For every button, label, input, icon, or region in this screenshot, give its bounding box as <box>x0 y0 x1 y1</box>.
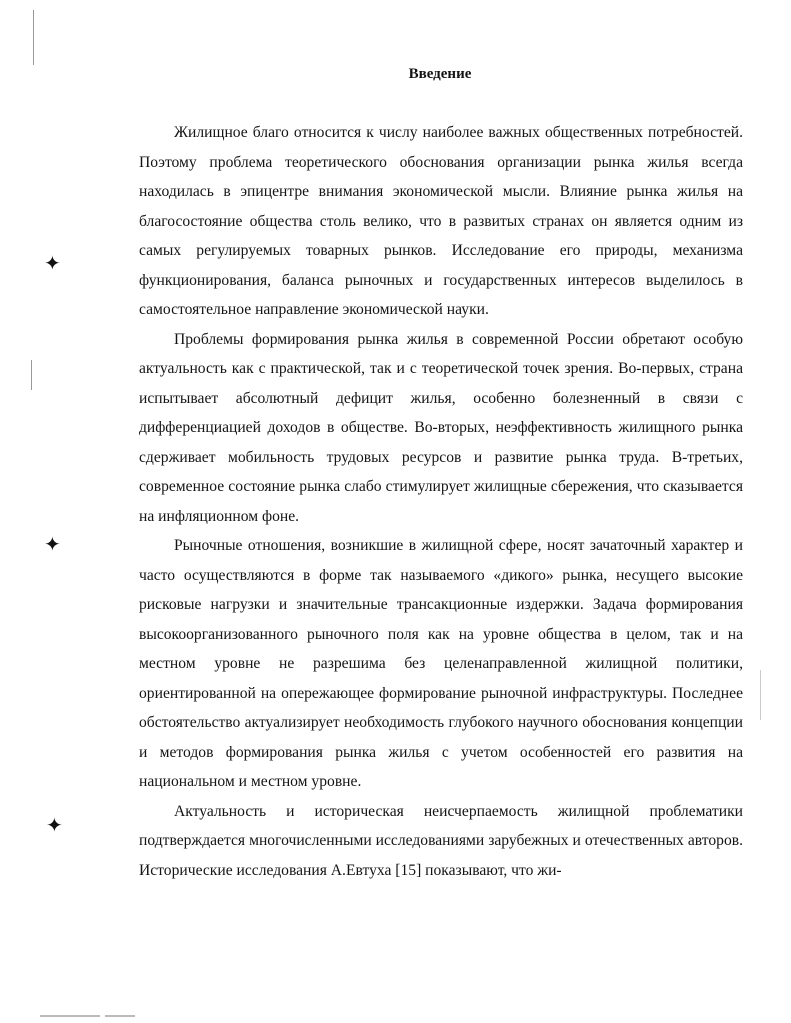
scan-edge-line-right <box>760 670 761 720</box>
paragraph-4: Актуальность и историческая неисчерпаемость жилищной проблематики подтверждается многочисленными исследованиями зарубежных и отечественных авторов. Исторические исследования А.Евтуха [15] показывают, что жи- <box>139 802 743 879</box>
page-title: Введение <box>408 66 472 82</box>
scan-edge-line-left <box>33 10 34 65</box>
paragraph-3: Рыночные отношения, возникшие в жилищной сфере, носят зачаточный характер и часто осуществляются в форме так называемого «дикого» рынка, несущего высокие рисковые нагрузки и значительные трансакционные издержки. Задача формирования высокоорганизованного рыночного поля как на уровне общества в целом, так и на местном уровне не разрешима без целенаправленной жилищной политики, ориентированной на опережающее формирование рыночной инфраструктуры. Последнее обстоятельство актуализирует необходимость глубокого научного обоснования концепции и методов формирования рынка жилья с учетом особенностей его развития на национальном и местном уровне. <box>139 537 743 790</box>
binder-hole-mark-bottom: ✦ <box>46 813 63 837</box>
paragraph-2: Проблемы формирования рынка жилья в современной России обретают особую актуальность как с практической, так и с теоретической точек зрения. Во-первых, страна испытывает абсолютный дефицит жилья, особенно болезненный в связи с дифференциацией доходов в обществе. Во-вторых, неэффективность жилищного рынка сдерживает мобильность трудовых ресурсов и развитие рынка труда. В-третьих, современное состояние рынка слабо стимулирует жилищные сбережения, что сказывается на инфляционном фоне. <box>139 330 743 525</box>
scan-bottom-smudge-2 <box>105 1015 135 1017</box>
scan-bottom-smudge <box>40 1015 100 1017</box>
binder-hole-mark-middle: ✦ <box>44 532 61 556</box>
body-text <box>139 118 743 885</box>
scan-edge-line-left-lower <box>31 360 32 390</box>
binder-hole-mark-top: ✦ <box>44 251 61 275</box>
paragraph-1: Жилищное благо относится к числу наиболее важных общественных потребностей. Поэтому проблема теоретического обоснования организации рынка жилья всегда находилась в эпицентре внимания экономической мысли. Влияние рынка жилья на благосостояние общества столь велико, что в развитых странах он является одним из самых регулируемых товарных рынков. Исследование его природы, механизма функционирования, баланса рыночных и государственных интересов выделилось в самостоятельное направление экономической науки. <box>139 124 743 318</box>
